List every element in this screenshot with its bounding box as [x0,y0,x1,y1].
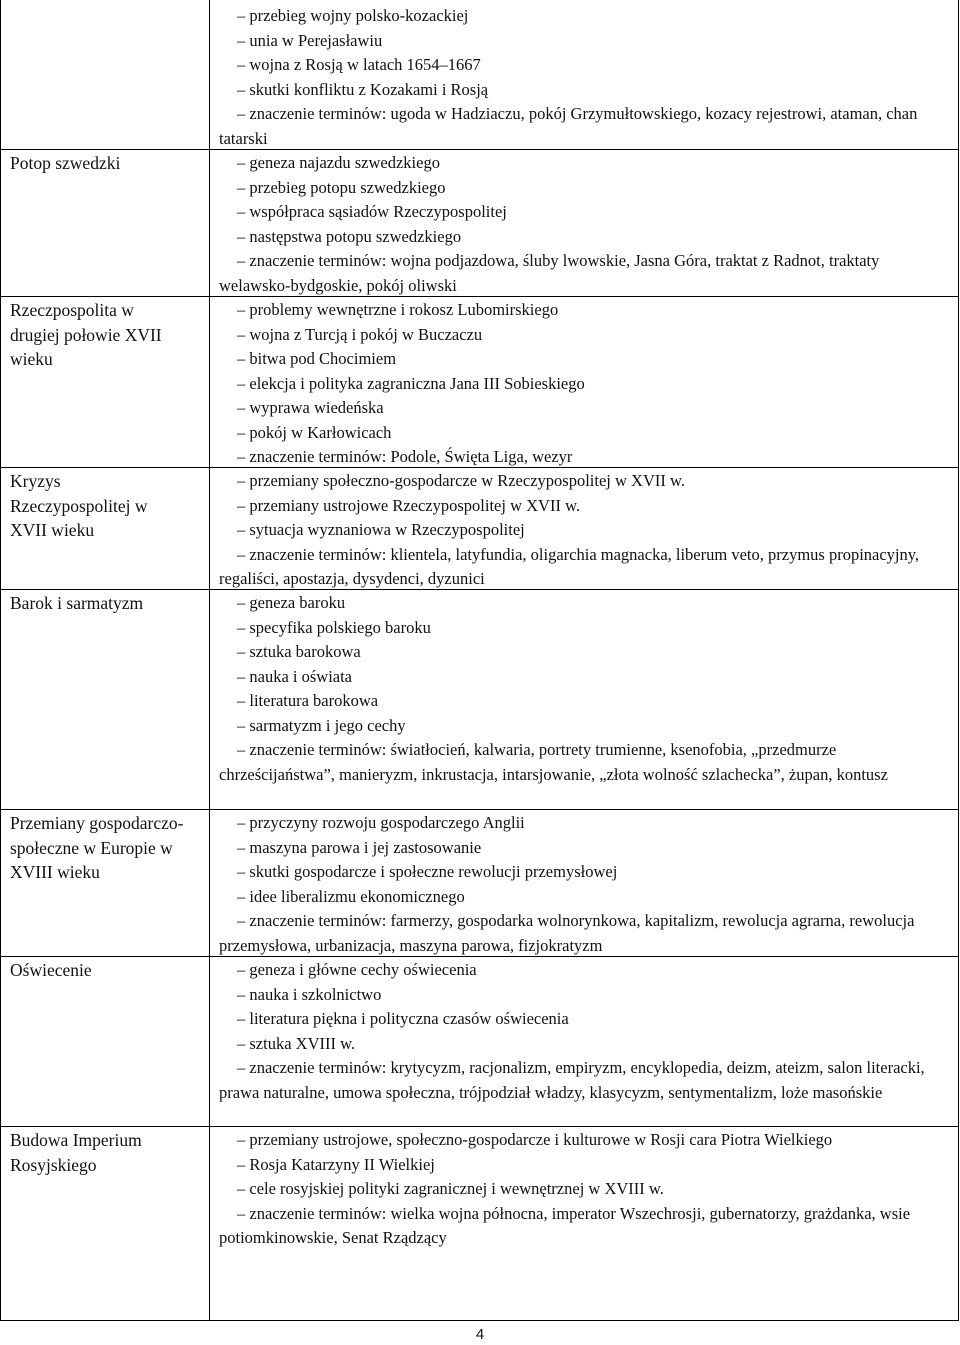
list-item: – maszyna parowa i jej zastosowanie [237,837,482,857]
row-topic: Rzeczpospolita w drugiej połowie XVII wieku [10,300,162,369]
list-item: – wojna z Rosją w latach 1654–1667 [237,55,481,74]
list-item: – nauka i oświata [237,666,353,686]
list-item: – przyczyny rozwoju gospodarczego Anglii [237,813,525,832]
row-topic: Przemiany gospodarczo-społeczne w Europie w XVIII wieku [10,813,184,882]
table-border-bottom [0,1320,959,1321]
list-item: – unia w Perejasławiu [237,30,383,50]
list-item: – znaczenie terminów: światłocień, kalwaria, portrety trumienne, ksenofobia, „przedmurze chrześcijaństwa”, manieryzm, inkrustacja, intarsjowanie, „złota wolność szlachecka”, żupan, kontusz [219,740,888,784]
list-item: – specyfika polskiego baroku [237,617,431,637]
list-item: – cele rosyjskiej polityki zagranicznej i wewnętrznej w XVIII w. [237,1179,664,1198]
row-topic: Budowa Imperium Rosyjskiego [10,1130,142,1175]
list-item: – elekcja i polityka zagraniczna Jana III Sobieskiego [237,373,585,393]
list-item: – nauka i szkolnictwo [237,984,382,1004]
list-item: – literatura piękna i polityczna czasów oświecenia [237,1009,569,1028]
list-item: – geneza najazdu szwedzkiego [237,153,440,172]
list-item: – pokój w Karłowicach [237,422,392,442]
list-item: – problemy wewnętrzne i rokosz Lubomirskiego [237,300,559,319]
list-item: – geneza baroku [237,593,346,612]
list-item: – Rosja Katarzyny II Wielkiej [237,1154,435,1174]
list-item: – znaczenie terminów: ugoda w Hadziaczu, pokój Grzymułtowskiego, kozacy rejestrowi, ataman, chan tatarski [219,104,918,148]
row-topic: Kryzys Rzeczypospolitej w XVII wieku [10,471,148,540]
list-item: – znaczenie terminów: Podole, Święta Liga, wezyr [237,447,573,466]
row-items [219,151,954,298]
list-item: – geneza i główne cechy oświecenia [237,960,477,979]
list-item: – sytuacja wyznaniowa w Rzeczypospolitej [237,520,525,539]
list-item: – sarmatyzm i jego cechy [237,715,406,735]
list-item: – wyprawa wiedeńska [237,398,384,417]
table-column-divider [209,0,210,1320]
list-item: – znaczenie terminów: farmerzy, gospodarka wolnorynkowa, kapitalizm, rewolucja agrarna, rewolucja przemysłowa, urbanizacja, maszyna parowa, fizjokratyzm [219,911,915,955]
list-item: – przemiany ustrojowe Rzeczypospolitej w XVII w. [237,495,581,515]
list-item: – znaczenie terminów: wojna podjazdowa, śluby lwowskie, Jasna Góra, traktat z Radnot, traktaty welawsko-bydgoskie, pokój oliwski [219,251,880,295]
row-items [219,811,954,958]
list-item: – współpraca sąsiadów Rzeczypospolitej [237,202,507,221]
row-items [219,1128,954,1251]
row-items [219,591,954,787]
list-item: – literatura barokowa [237,691,379,710]
row-divider [0,1126,959,1127]
list-item: – wojna z Turcją i pokój w Buczaczu [237,324,483,344]
list-item: – skutki gospodarcze i społeczne rewolucji przemysłowej [237,862,618,881]
page-number: 4 [475,1326,485,1343]
row-items [219,958,954,1105]
row-items [219,298,954,470]
row-divider [0,809,959,810]
list-item: – następstwa potopu szwedzkiego [237,226,462,246]
list-item: – znaczenie terminów: klientela, latyfundia, oligarchia magnacka, liberum veto, przymus propinacyjny, regaliści, apostazja, dysydenci, dyzunici [219,544,920,588]
list-item: – idee liberalizmu ekonomicznego [237,886,465,906]
list-item: – bitwa pod Chocimiem [237,349,397,368]
row-topic: Potop szwedzki [10,153,121,173]
list-item: – przemiany społeczno-gospodarcze w Rzeczypospolitej w XVII w. [237,471,685,490]
table-border-right [958,0,959,1320]
list-item: – skutki konfliktu z Kozakami i Rosją [237,79,489,99]
row-items [219,469,954,592]
row-topic: Barok i sarmatyzm [10,593,144,613]
list-item: – znaczenie terminów: wielka wojna północna, imperator Wszechrosji, gubernatorzy, grażdanka, wsie potiomkinowskie, Senat Rządzący [219,1203,911,1247]
table-border-left [0,0,1,1320]
list-item: – przemiany ustrojowe, społeczno-gospodarcze i kulturowe w Rosji cara Piotra Wielkiego [237,1130,833,1149]
list-item: – przebieg wojny polsko-kozackiej [237,6,469,25]
list-item: – znaczenie terminów: krytycyzm, racjonalizm, empiryzm, encyklopedia, deizm, ateizm, salon literacki, prawa naturalne, umowa społeczna, trójpodział władzy, klasycyzm, sentymentalizm, loże masońskie [219,1058,925,1102]
list-item: – sztuka XVIII w. [237,1033,356,1053]
row-items [219,4,954,151]
row-topic: Oświecenie [10,960,92,980]
list-item: – przebieg potopu szwedzkiego [237,177,446,197]
list-item: – sztuka barokowa [237,642,361,661]
